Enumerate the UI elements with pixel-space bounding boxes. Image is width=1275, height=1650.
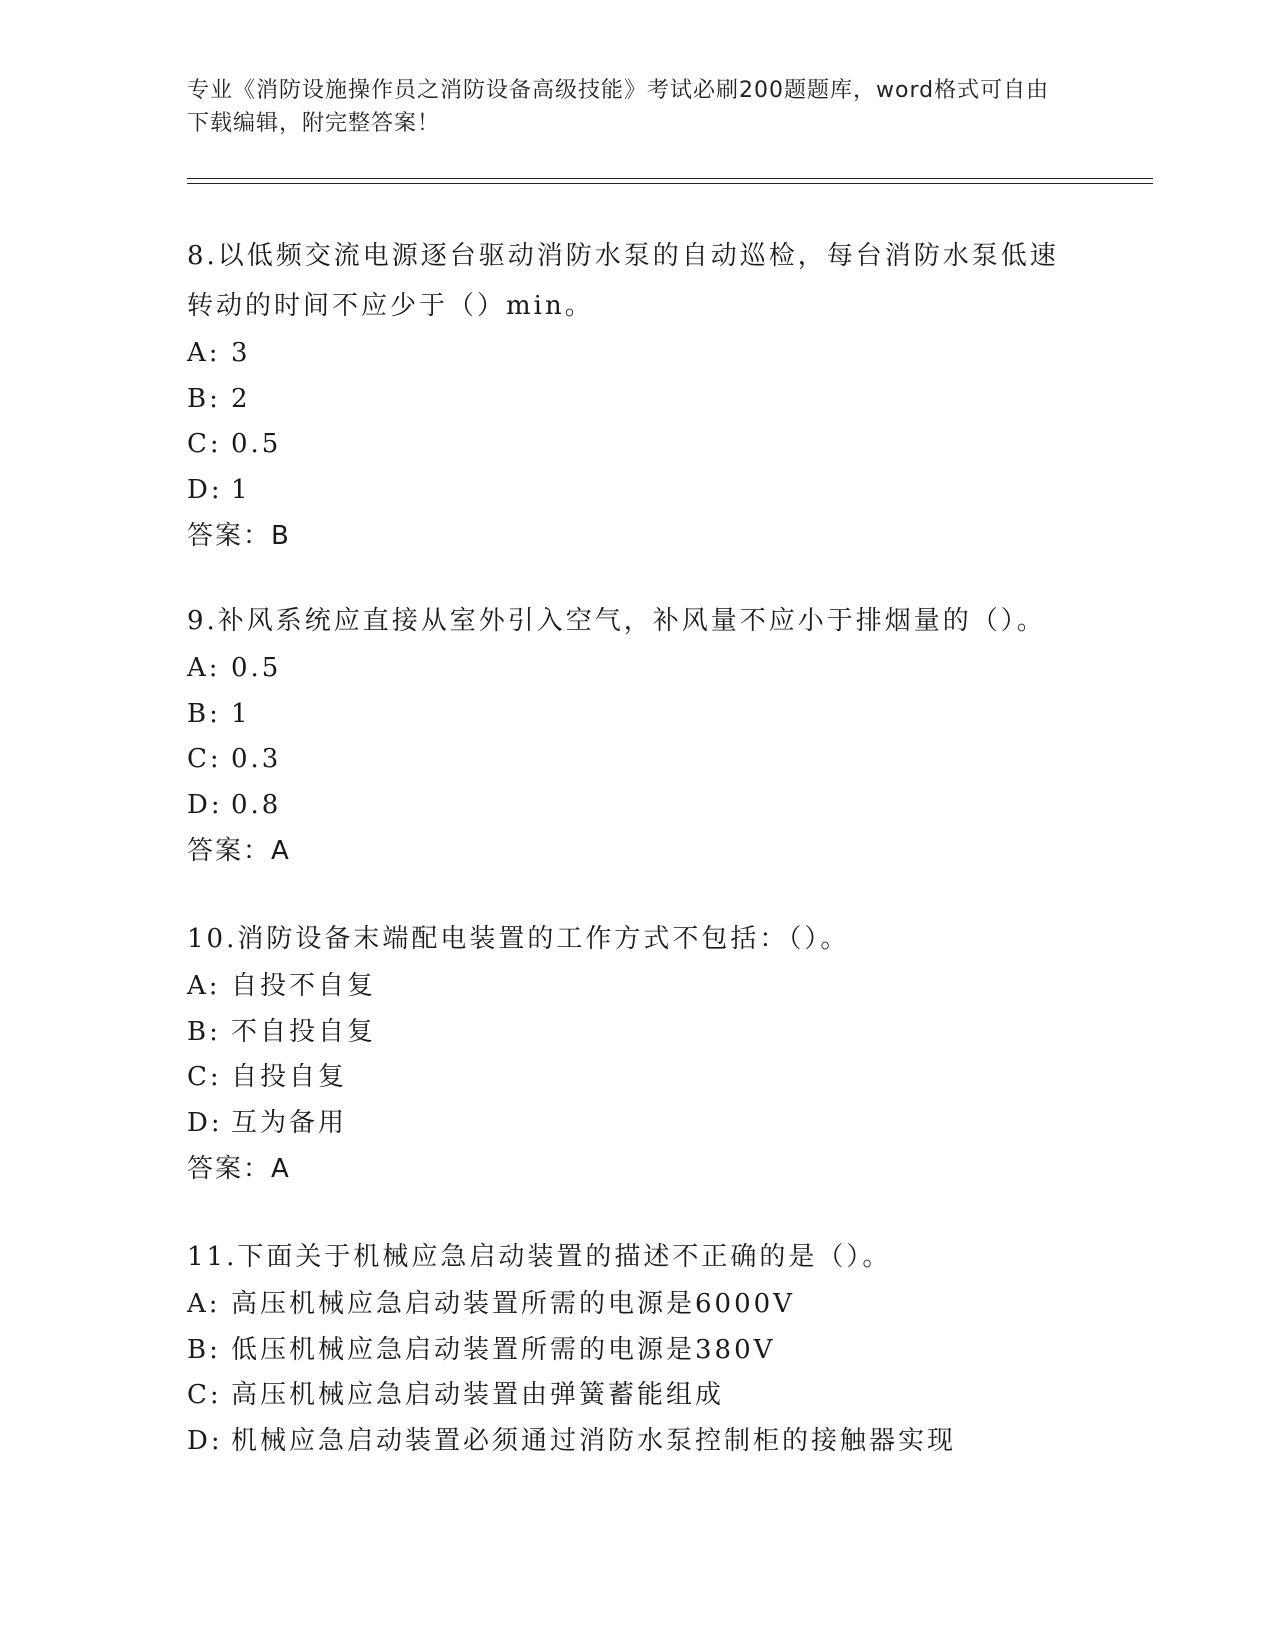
option-a [187,1282,1087,1328]
answer-line: 答案：B [187,521,291,551]
question-8 [187,231,1087,559]
option-key: A: [187,338,221,368]
option-key: C: [187,429,222,459]
option-c [187,737,1087,783]
question-stem: 9.补风系统应直接从室外引入空气，补风量不应小于排烟量的（）。 [187,606,1046,636]
option-d [187,1101,1087,1147]
question-stem: 10.消防设备末端配电装置的工作方式不包括：（）。 [187,924,850,954]
option-text: 0.5 [231,653,282,683]
option-text: 低压机械应急启动装置所需的电源是380V [231,1334,776,1365]
option-text: 自投不自复 [231,971,377,1001]
document-header: 专业《消防设施操作员之消防设备高级技能》考试必刷200题题库，word格式可自由下载编辑，附完整答案！ [187,78,1050,136]
option-d [187,1419,1087,1465]
option-b [187,692,1087,738]
question-9 [187,596,1087,874]
option-b [187,1010,1087,1056]
option-key: D: [187,1107,223,1138]
option-text: 3 [231,338,251,368]
option-key: D: [187,789,223,820]
option-key: C: [187,1380,222,1410]
option-key: B: [187,698,221,729]
header-rule-top [187,178,1153,179]
option-text: 1 [231,474,251,505]
option-key: D: [187,474,223,505]
option-key: D: [187,1425,223,1456]
option-b [187,377,1087,423]
option-text: 机械应急启动装置必须通过消防水泵控制柜的接触器实现 [231,1425,957,1456]
option-key: B: [187,383,221,414]
option-key: B: [187,1334,221,1365]
option-text: 高压机械应急启动装置所需的电源是6000V [231,1289,795,1319]
option-a [187,331,1087,377]
option-text: 1 [231,698,251,729]
option-d [187,783,1087,829]
option-key: A: [187,653,221,683]
option-text: 自投自复 [231,1062,348,1092]
option-c [187,1373,1087,1419]
option-key: B: [187,1016,221,1047]
option-key: A: [187,971,221,1001]
option-d [187,468,1087,514]
question-stem: 8.以低频交流电源逐台驱动消防水泵的自动巡检，每台消防水泵低速转动的时间不应少于（）min。 [187,241,1059,321]
answer-line: 答案：A [187,1154,291,1184]
option-c [187,422,1087,468]
option-key: C: [187,744,222,774]
question-stem: 11.下面关于机械应急启动装置的描述不正确的是（）。 [187,1242,892,1272]
option-b [187,1328,1087,1374]
option-key: C: [187,1062,222,1092]
option-a [187,964,1087,1010]
option-text: 互为备用 [231,1107,348,1138]
option-a [187,646,1087,692]
option-text: 0.5 [231,429,282,459]
option-text: 不自投自复 [231,1016,377,1047]
option-text: 0.8 [231,789,282,820]
header-rule-bottom [187,183,1153,184]
question-11 [187,1232,1087,1464]
option-text: 0.3 [231,744,282,774]
option-text: 高压机械应急启动装置由弹簧蓄能组成 [231,1380,725,1410]
option-text: 2 [231,383,251,414]
option-key: A: [187,1289,221,1319]
question-10 [187,914,1087,1192]
option-c [187,1055,1087,1101]
answer-line: 答案：A [187,836,291,866]
